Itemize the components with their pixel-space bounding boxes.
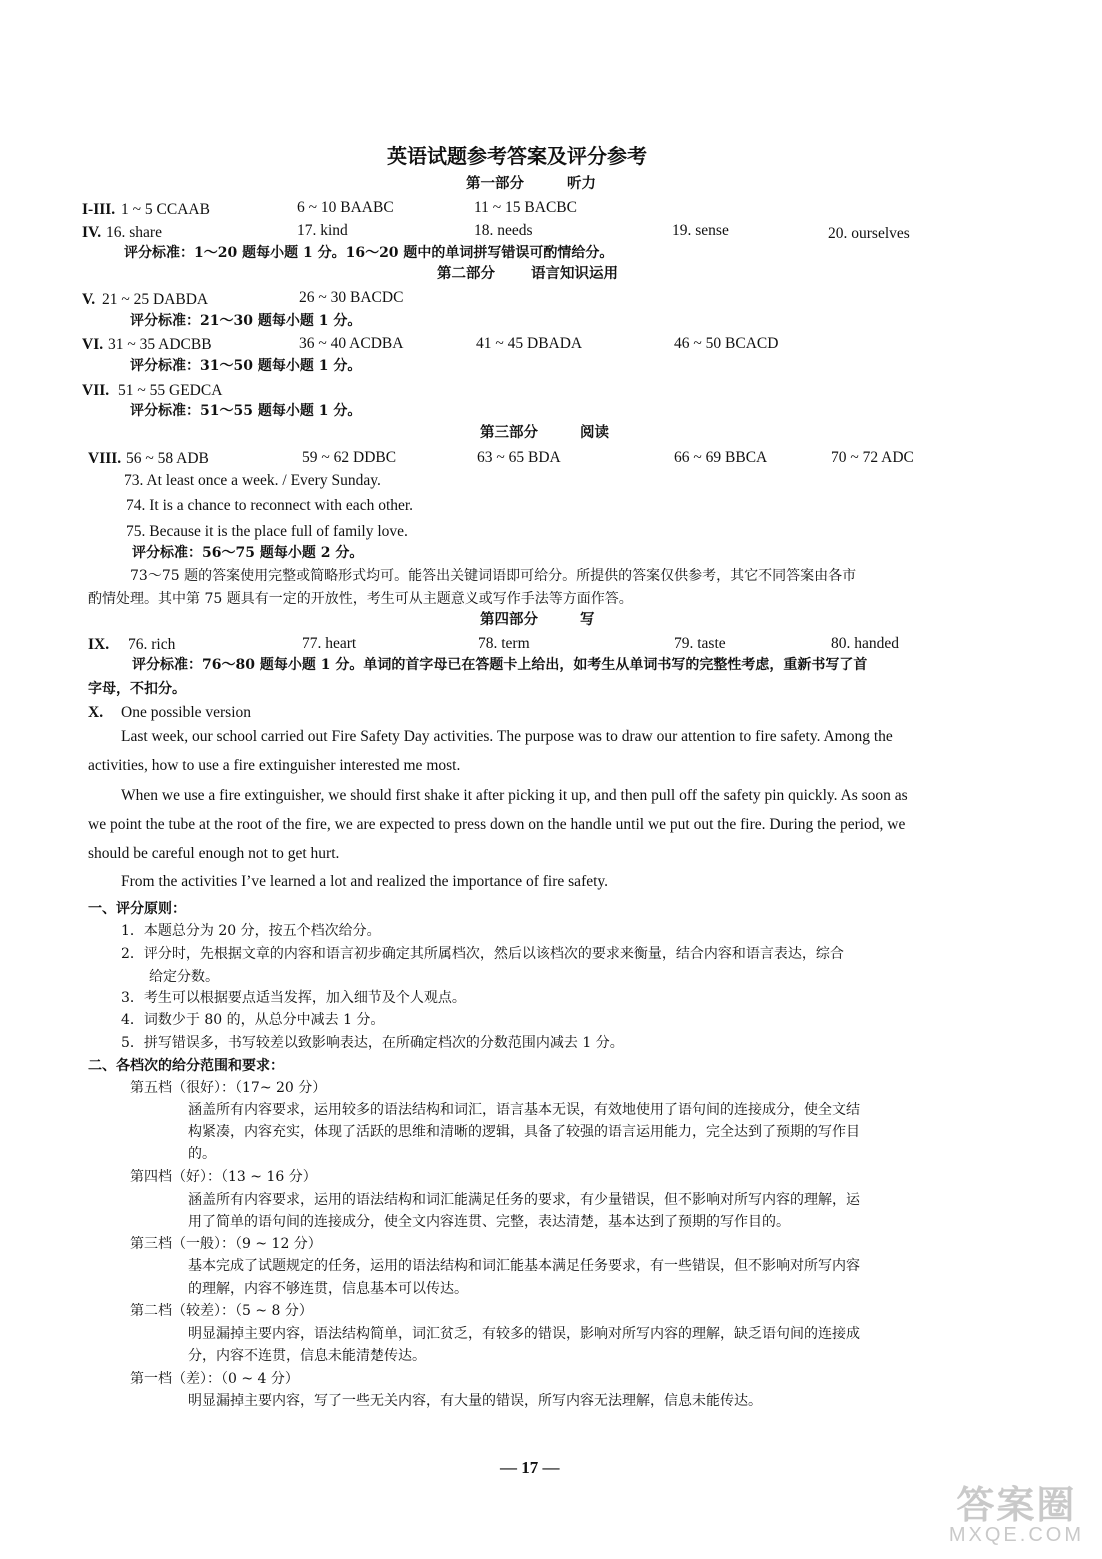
level-title: 第一档（差）：（0 ~ 4 分） <box>130 1371 299 1387</box>
scoring-rule: 评分标准：21～30 题每小题 1 分。 <box>130 313 362 329</box>
level-text: 用了简单的语句间的连接成分，使全文内容连贯、完整，表达清楚，基本达到了预期的写作目的。 <box>188 1214 790 1230</box>
scoring-rule: 评分标准：1～20 题每小题 1 分。16～20 题中的单词拼写错误可酌情给分。 <box>124 245 614 261</box>
scoring-rule: 评分标准：31～50 题每小题 1 分。 <box>130 358 362 374</box>
answer: 20. ourselves <box>828 225 910 242</box>
part2-name: 语言知识运用 <box>531 265 618 282</box>
answer-75: 75. Because it is the place full of family love. <box>126 523 408 540</box>
answer: 6 ~ 10 BAABC <box>297 199 394 216</box>
answer: 46 ~ 50 BCACD <box>674 335 779 352</box>
level-text: 的理解，内容不够连贯，信息基本可以传达。 <box>188 1281 468 1297</box>
essay-line: activities, how to use a fire extinguisher interested me most. <box>88 757 461 774</box>
part4-name: 写 <box>580 611 595 628</box>
answer: 51 ~ 55 GEDCA <box>118 382 223 399</box>
page-title: 英语试题参考答案及评分参考 <box>387 144 647 168</box>
answer: 16. share <box>106 224 162 241</box>
answer: 70 ~ 72 ADC <box>831 449 914 466</box>
levels-heading: 二、各档次的给分范围和要求： <box>88 1058 284 1074</box>
level-text: 涵盖所有内容要求，运用较多的语法结构和词汇，语言基本无误，有效地使用了语句间的连接成分，使全文结 <box>188 1102 860 1118</box>
level-text: 涵盖所有内容要求，运用的语法结构和词汇能满足任务的要求，有少量错误，但不影响对所写内容的理解，运 <box>188 1192 860 1208</box>
answer-73: 73. At least once a week. / Every Sunday. <box>124 472 381 489</box>
scoring-rule: 评分标准：51～55 题每小题 1 分。 <box>130 403 362 419</box>
part4-heading: 第四部分 <box>480 611 538 628</box>
answer: 36 ~ 40 ACDBA <box>299 335 404 352</box>
page-number: — 17 — <box>500 1458 560 1477</box>
watermark-bottom: MXQE.COM <box>948 1524 1084 1546</box>
level-text: 基本完成了试题规定的任务，运用的语法结构和词汇能基本满足任务要求，有一些错误，但不影响对所写内容 <box>188 1258 860 1274</box>
section-viii-num: VIII. <box>88 450 122 467</box>
section-i-iii-num: I-III. <box>82 201 116 218</box>
principle-item: 3．考生可以根据要点适当发挥，加入细节及个人观点。 <box>121 990 466 1006</box>
answer: 79. taste <box>674 635 726 652</box>
answer: 77. heart <box>302 635 357 652</box>
principles-heading: 一、评分原则： <box>88 901 186 917</box>
answer: 1 ~ 5 CCAAB <box>121 201 210 218</box>
principle-item: 给定分数。 <box>149 969 219 985</box>
answer: 80. handed <box>831 635 900 652</box>
principle-item: 1．本题总分为 20 分，按五个档次给分。 <box>121 923 381 939</box>
part3-name: 阅读 <box>580 424 609 441</box>
answer: 21 ~ 25 DABDA <box>102 291 209 308</box>
essay-line: we point the tube at the root of the fire, we are expected to press down on the handle until we put out the fire. During the period, we <box>88 816 906 833</box>
part2-heading: 第二部分 <box>437 265 495 282</box>
answer: 31 ~ 35 ADCBB <box>108 336 212 353</box>
scoring-rule: 评分标准：76～80 题每小题 1 分。单词的首字母已在答题卡上给出，如考生从单词书写的完整性考虑，重新书写了首 <box>132 657 868 673</box>
section-x-label: One possible version <box>121 704 252 721</box>
level-title: 第二档（较差）：（5 ~ 8 分） <box>130 1303 313 1319</box>
principle-item: 2．评分时，先根据文章的内容和语言初步确定其所属档次，然后以该档次的要求来衡量，结合内容和语言表达，综合 <box>121 946 844 962</box>
answer: 56 ~ 58 ADB <box>126 450 209 467</box>
essay-line: should be careful enough not to get hurt. <box>88 845 340 862</box>
answer: 78. term <box>478 635 530 652</box>
section-ix-num: IX. <box>88 636 110 653</box>
answer: 41 ~ 45 DBADA <box>476 335 583 352</box>
answer: 63 ~ 65 BDA <box>477 449 561 466</box>
level-text: 明显漏掉主要内容，写了一些无关内容，有大量的错误，所写内容无法理解，信息未能传达。 <box>188 1393 762 1409</box>
level-title: 第四档（好）：（13 ~ 16 分） <box>130 1169 317 1185</box>
level-text: 的。 <box>188 1146 216 1162</box>
part3-heading: 第三部分 <box>480 424 538 441</box>
answer-74: 74. It is a chance to reconnect with each other. <box>126 497 414 514</box>
section-v-num: V. <box>82 291 96 308</box>
answer: 66 ~ 69 BBCA <box>674 449 768 466</box>
answer: 19. sense <box>672 222 729 239</box>
level-title: 第五档（很好）：（17~ 20 分） <box>130 1080 327 1096</box>
principle-item: 4．词数少于 80 的，从总分中减去 1 分。 <box>121 1012 385 1028</box>
note-line: 酌情处理。其中第 75 题具有一定的开放性，考生可从主题意义或写作手法等方面作答。 <box>88 591 633 607</box>
answer: 76. rich <box>128 636 176 653</box>
answer: 18. needs <box>474 222 533 239</box>
principle-item: 5．拼写错误多，书写较差以致影响表达，在所确定档次的分数范围内减去 1 分。 <box>121 1035 624 1051</box>
part1-name: 听力 <box>567 175 596 192</box>
answer: 11 ~ 15 BACBC <box>474 199 577 216</box>
watermark-top: 答案圈 <box>956 1485 1077 1527</box>
essay-line: Last week, our school carried out Fire Safety Day activities. The purpose was to draw our attention to fire safety. Among the <box>121 728 893 745</box>
level-text: 分，内容不连贯，信息未能清楚传达。 <box>188 1348 426 1364</box>
scoring-rule: 字母，不扣分。 <box>88 681 186 697</box>
level-title: 第三档（一般）：（9 ~ 12 分） <box>130 1236 322 1252</box>
level-text: 构紧凑，内容充实，体现了活跃的思维和清晰的逻辑，具备了较强的语言运用能力，完全达到了预期的写作目 <box>188 1124 860 1140</box>
note-line: 73～75 题的答案使用完整或简略形式均可。能答出关键词语即可给分。所提供的答案仅供参考，其它不同答案由各市 <box>130 568 857 584</box>
answer: 59 ~ 62 DDBC <box>302 449 397 466</box>
section-vi-num: VI. <box>82 336 104 353</box>
level-text: 明显漏掉主要内容，语法结构简单，词汇贫乏，有较多的错误，影响对所写内容的理解，缺乏语句间的连接成 <box>188 1326 860 1342</box>
watermark-logo <box>949 1487 1084 1545</box>
section-vii-num: VII. <box>82 382 110 399</box>
answer: 17. kind <box>297 222 348 239</box>
essay-line: When we use a fire extinguisher, we should first shake it after picking it up, and then pull off the safety pin quickly. As soon as <box>121 787 908 804</box>
essay-line: From the activities I’ve learned a lot and realized the importance of fire safety. <box>121 873 609 890</box>
section-iv-num: IV. <box>82 224 102 241</box>
answer: 26 ~ 30 BACDC <box>299 289 404 306</box>
scoring-rule: 评分标准：56～75 题每小题 2 分。 <box>132 545 364 561</box>
part1-heading: 第一部分 <box>466 175 524 192</box>
section-x-num: X. <box>88 704 104 721</box>
